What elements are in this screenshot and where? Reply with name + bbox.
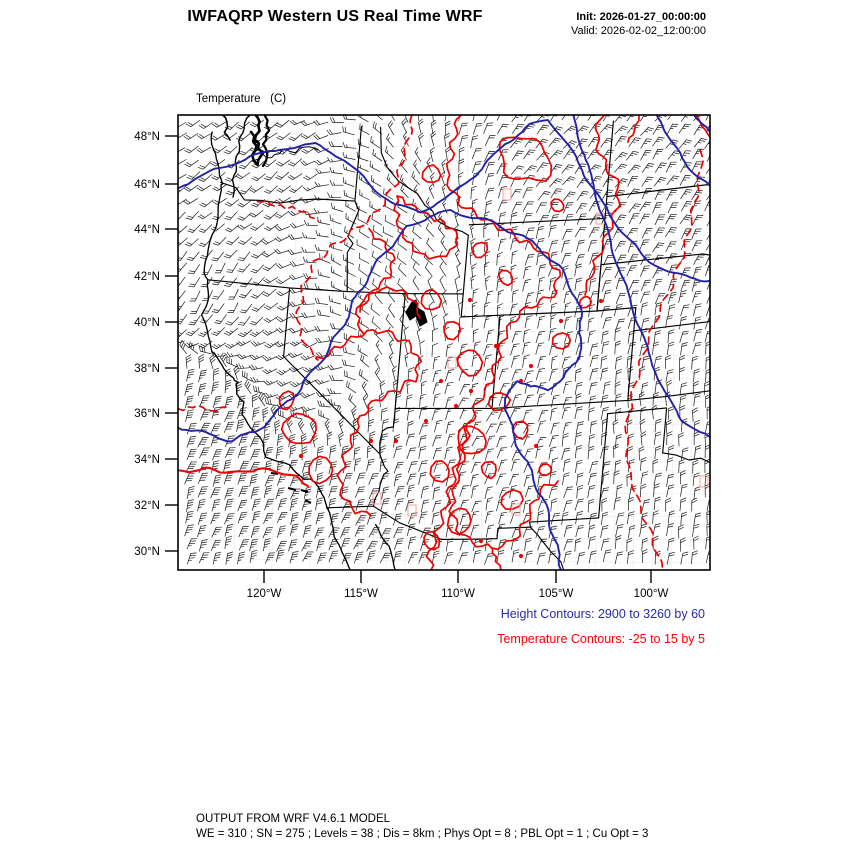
x-tick-label: 110°W [441,588,475,600]
temperature-contour-caption: Temperature Contours: -25 to 15 by 5 [497,632,705,646]
y-tick-label: 48°N [134,131,160,143]
valid-time: Valid: 2026-02-02_12:00:00 [571,25,706,37]
y-tick-label: 32°N [134,500,160,512]
y-tick-label: 34°N [134,454,160,466]
y-tick-label: 46°N [134,179,160,191]
y-tick-label: 40°N [134,317,160,329]
x-tick-label: 100°W [633,588,669,600]
page-title: IWFAQRP Western US Real Time WRF [187,8,483,25]
y-tick-label: 38°N [134,363,160,375]
x-tick-label: 105°W [538,588,574,600]
footer-model: OUTPUT FROM WRF V4.6.1 MODEL [196,813,391,825]
legend-temperature: Temperature (C) [196,93,287,105]
y-tick-label: 36°N [134,408,160,420]
model-footer [196,812,648,841]
y-tick-label: 44°N [134,224,160,236]
height-contour-caption: Height Contours: 2900 to 3260 by 60 [500,607,705,621]
x-tick-label: 120°W [246,588,282,600]
footer-config: WE = 310 ; SN = 275 ; Levels = 38 ; Dis = 8km ; Phys Opt = 8 ; PBL Opt = 1 ; Cu Opt = 3 [196,827,649,840]
init-time: Init: 2026-01-27_00:00:00 [576,11,706,23]
x-tick-label: 115°W [344,588,378,600]
y-tick-label: 42°N [134,271,160,283]
y-tick-label: 30°N [134,546,160,558]
